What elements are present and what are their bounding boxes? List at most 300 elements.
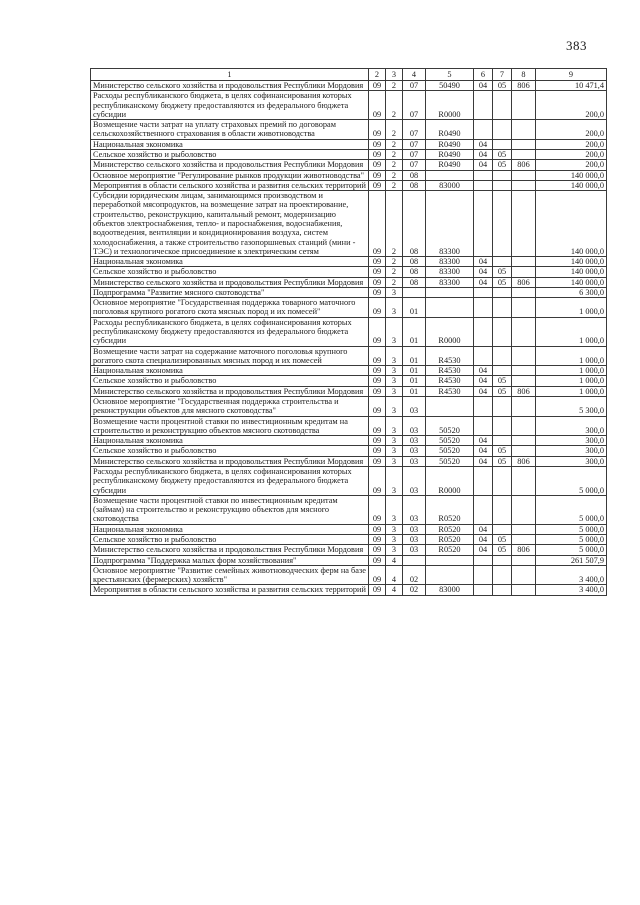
code-section bbox=[474, 565, 493, 585]
table-row bbox=[91, 180, 607, 190]
code-subprogram: 2 bbox=[386, 180, 403, 190]
code-direction: R0520 bbox=[426, 495, 474, 524]
row-name: Мероприятия в области сельского хозяйства и развития сельских территорий bbox=[91, 180, 369, 190]
code-activity: 03 bbox=[403, 495, 426, 524]
table-row bbox=[91, 495, 607, 524]
row-name: Возмещение части затрат на уплату страховых премий по договорам сельскохозяйственного страхования в области животноводства bbox=[91, 120, 369, 140]
row-amount: 1 000,0 bbox=[536, 298, 607, 318]
code-ministry bbox=[512, 534, 536, 544]
code-activity: 01 bbox=[403, 366, 426, 376]
code-subprogram: 2 bbox=[386, 170, 403, 180]
code-direction: R0000 bbox=[426, 317, 474, 346]
row-name: Расходы республиканского бюджета, в целях софинансирования которых республиканскому бюджету предоставляются из федерального бюджета субсидии bbox=[91, 317, 369, 346]
code-subsection bbox=[493, 180, 512, 190]
code-subsection bbox=[493, 555, 512, 565]
row-amount: 300,0 bbox=[536, 456, 607, 466]
code-subsection bbox=[493, 565, 512, 585]
table-row bbox=[91, 565, 607, 585]
code-program: 09 bbox=[369, 585, 386, 595]
column-header-1: 1 bbox=[91, 69, 369, 81]
table-row bbox=[91, 466, 607, 495]
row-amount: 200,0 bbox=[536, 160, 607, 170]
code-subsection bbox=[493, 191, 512, 257]
code-direction: R0520 bbox=[426, 545, 474, 555]
code-section: 04 bbox=[474, 446, 493, 456]
code-program: 09 bbox=[369, 149, 386, 159]
code-subsection: 05 bbox=[493, 534, 512, 544]
code-subprogram: 2 bbox=[386, 267, 403, 277]
table-row bbox=[91, 170, 607, 180]
row-name: Основное мероприятие "Регулирование рынков продукции животноводства" bbox=[91, 170, 369, 180]
code-ministry bbox=[512, 585, 536, 595]
code-direction: R4530 bbox=[426, 386, 474, 396]
row-amount: 5 000,0 bbox=[536, 524, 607, 534]
row-amount: 200,0 bbox=[536, 149, 607, 159]
code-ministry: 806 bbox=[512, 545, 536, 555]
code-section bbox=[474, 555, 493, 565]
row-amount: 140 000,0 bbox=[536, 191, 607, 257]
code-direction bbox=[426, 287, 474, 297]
table-row bbox=[91, 81, 607, 91]
code-direction: 50520 bbox=[426, 456, 474, 466]
code-section: 04 bbox=[474, 257, 493, 267]
table-row bbox=[91, 416, 607, 436]
code-subsection bbox=[493, 416, 512, 436]
code-activity: 03 bbox=[403, 524, 426, 534]
code-activity bbox=[403, 555, 426, 565]
code-ministry bbox=[512, 257, 536, 267]
code-ministry bbox=[512, 565, 536, 585]
row-name: Подпрограмма "Развитие мясного скотоводства" bbox=[91, 287, 369, 297]
budget-table bbox=[90, 68, 607, 596]
code-direction: R0490 bbox=[426, 149, 474, 159]
row-amount: 5 000,0 bbox=[536, 545, 607, 555]
table-row bbox=[91, 287, 607, 297]
code-subprogram: 3 bbox=[386, 524, 403, 534]
code-direction: 83300 bbox=[426, 257, 474, 267]
code-ministry bbox=[512, 298, 536, 318]
code-section bbox=[474, 170, 493, 180]
row-name: Национальная экономика bbox=[91, 436, 369, 446]
code-section: 04 bbox=[474, 366, 493, 376]
code-direction: 83300 bbox=[426, 191, 474, 257]
code-ministry bbox=[512, 524, 536, 534]
code-direction: 50490 bbox=[426, 81, 474, 91]
table-row bbox=[91, 386, 607, 396]
code-subsection bbox=[493, 91, 512, 120]
code-activity: 08 bbox=[403, 170, 426, 180]
row-amount: 300,0 bbox=[536, 436, 607, 446]
code-program: 09 bbox=[369, 139, 386, 149]
table-row bbox=[91, 366, 607, 376]
code-activity: 03 bbox=[403, 534, 426, 544]
code-program: 09 bbox=[369, 160, 386, 170]
code-subprogram: 3 bbox=[386, 545, 403, 555]
row-name: Сельское хозяйство и рыболовство bbox=[91, 267, 369, 277]
row-amount: 5 000,0 bbox=[536, 495, 607, 524]
row-name: Сельское хозяйство и рыболовство bbox=[91, 376, 369, 386]
code-ministry bbox=[512, 120, 536, 140]
code-subprogram: 2 bbox=[386, 191, 403, 257]
code-activity: 03 bbox=[403, 397, 426, 417]
row-name: Сельское хозяйство и рыболовство bbox=[91, 149, 369, 159]
code-ministry bbox=[512, 397, 536, 417]
code-ministry bbox=[512, 191, 536, 257]
code-direction: 83300 bbox=[426, 267, 474, 277]
code-subsection: 05 bbox=[493, 446, 512, 456]
code-subprogram: 4 bbox=[386, 565, 403, 585]
row-amount: 1 000,0 bbox=[536, 366, 607, 376]
code-section: 04 bbox=[474, 436, 493, 446]
code-activity: 03 bbox=[403, 456, 426, 466]
row-amount: 300,0 bbox=[536, 446, 607, 456]
code-subsection: 05 bbox=[493, 277, 512, 287]
code-program: 09 bbox=[369, 267, 386, 277]
row-amount: 3 400,0 bbox=[536, 565, 607, 585]
code-program: 09 bbox=[369, 534, 386, 544]
code-section bbox=[474, 191, 493, 257]
row-amount: 1 000,0 bbox=[536, 317, 607, 346]
code-activity: 08 bbox=[403, 277, 426, 287]
row-amount: 140 000,0 bbox=[536, 180, 607, 190]
code-ministry bbox=[512, 287, 536, 297]
code-direction: R0000 bbox=[426, 466, 474, 495]
code-activity: 08 bbox=[403, 180, 426, 190]
column-header-9: 9 bbox=[536, 69, 607, 81]
table-header-row bbox=[91, 69, 607, 81]
column-header-2: 2 bbox=[369, 69, 386, 81]
code-direction: R0520 bbox=[426, 534, 474, 544]
code-subprogram: 3 bbox=[386, 366, 403, 376]
code-direction: R0490 bbox=[426, 120, 474, 140]
code-section bbox=[474, 317, 493, 346]
code-ministry bbox=[512, 376, 536, 386]
code-program: 09 bbox=[369, 436, 386, 446]
row-name: Сельское хозяйство и рыболовство bbox=[91, 446, 369, 456]
table-row bbox=[91, 524, 607, 534]
code-section: 04 bbox=[474, 160, 493, 170]
code-program: 09 bbox=[369, 81, 386, 91]
row-name: Министерство сельского хозяйства и продовольствия Республики Мордовия bbox=[91, 456, 369, 466]
row-name: Министерство сельского хозяйства и продовольствия Республики Мордовия bbox=[91, 81, 369, 91]
code-subprogram: 3 bbox=[386, 397, 403, 417]
code-direction: 50520 bbox=[426, 416, 474, 436]
code-direction: 50520 bbox=[426, 436, 474, 446]
code-subprogram: 4 bbox=[386, 555, 403, 565]
table-row bbox=[91, 257, 607, 267]
code-section: 04 bbox=[474, 386, 493, 396]
code-ministry bbox=[512, 139, 536, 149]
code-activity: 08 bbox=[403, 257, 426, 267]
code-subsection bbox=[493, 524, 512, 534]
row-name: Министерство сельского хозяйства и продовольствия Республики Мордовия bbox=[91, 545, 369, 555]
code-program: 09 bbox=[369, 524, 386, 534]
code-subsection: 05 bbox=[493, 81, 512, 91]
code-program: 09 bbox=[369, 191, 386, 257]
code-ministry bbox=[512, 446, 536, 456]
code-section bbox=[474, 120, 493, 140]
table-row bbox=[91, 534, 607, 544]
column-header-6: 6 bbox=[474, 69, 493, 81]
code-direction bbox=[426, 170, 474, 180]
code-section: 04 bbox=[474, 139, 493, 149]
code-subprogram: 2 bbox=[386, 81, 403, 91]
code-activity: 08 bbox=[403, 191, 426, 257]
code-direction: 83300 bbox=[426, 277, 474, 287]
row-name: Национальная экономика bbox=[91, 366, 369, 376]
table-row bbox=[91, 317, 607, 346]
code-activity: 03 bbox=[403, 436, 426, 446]
row-amount: 140 000,0 bbox=[536, 277, 607, 287]
code-subprogram: 2 bbox=[386, 160, 403, 170]
code-subprogram: 3 bbox=[386, 436, 403, 446]
code-program: 09 bbox=[369, 366, 386, 376]
row-name: Сельское хозяйство и рыболовство bbox=[91, 534, 369, 544]
code-ministry bbox=[512, 366, 536, 376]
code-direction: R4530 bbox=[426, 346, 474, 366]
code-section bbox=[474, 346, 493, 366]
code-ministry bbox=[512, 555, 536, 565]
table-row bbox=[91, 139, 607, 149]
row-amount: 1 000,0 bbox=[536, 386, 607, 396]
code-activity: 03 bbox=[403, 446, 426, 456]
code-activity: 01 bbox=[403, 346, 426, 366]
code-section bbox=[474, 298, 493, 318]
code-subprogram: 3 bbox=[386, 346, 403, 366]
code-activity: 02 bbox=[403, 585, 426, 595]
code-section bbox=[474, 91, 493, 120]
row-amount: 140 000,0 bbox=[536, 267, 607, 277]
code-section bbox=[474, 585, 493, 595]
code-ministry: 806 bbox=[512, 277, 536, 287]
code-subsection bbox=[493, 585, 512, 595]
table-row bbox=[91, 436, 607, 446]
row-name: Расходы республиканского бюджета, в целях софинансирования которых республиканскому бюджету предоставляются из федерального бюджета субсидии bbox=[91, 91, 369, 120]
row-amount: 5 000,0 bbox=[536, 466, 607, 495]
row-amount: 300,0 bbox=[536, 416, 607, 436]
code-program: 09 bbox=[369, 170, 386, 180]
code-section: 04 bbox=[474, 534, 493, 544]
row-name: Возмещение части процентной ставки по инвестиционным кредитам (займам) на строительство и реконструкцию объектов для мясного скотоводства bbox=[91, 495, 369, 524]
code-section bbox=[474, 287, 493, 297]
code-section bbox=[474, 180, 493, 190]
row-amount: 10 471,4 bbox=[536, 81, 607, 91]
code-section bbox=[474, 416, 493, 436]
column-header-3: 3 bbox=[386, 69, 403, 81]
code-section: 04 bbox=[474, 81, 493, 91]
code-subprogram: 2 bbox=[386, 257, 403, 267]
table-row bbox=[91, 298, 607, 318]
code-subsection bbox=[493, 298, 512, 318]
code-ministry bbox=[512, 495, 536, 524]
row-amount: 200,0 bbox=[536, 120, 607, 140]
row-name: Основное мероприятие "Государственная поддержка строительства и реконструкции объектов для мясного скотоводства" bbox=[91, 397, 369, 417]
code-activity: 01 bbox=[403, 298, 426, 318]
code-activity bbox=[403, 287, 426, 297]
code-subprogram: 2 bbox=[386, 91, 403, 120]
code-program: 09 bbox=[369, 257, 386, 267]
row-name: Субсидии юридическим лицам, занимающимся производством и переработкой мясопродуктов, на возмещение затрат на проектирование, строительство, реконструкцию, капитальный ремонт, модернизацию объектов электроснабжения, тепло- и пароснабжения, водоснабжения, водоотведения, вентиляции и кондиционирования воздуха, систем холодоснабжения, а также строительство газопоршневых станций (мини - ТЭС) и технологическое присоединение к электрическим сетям bbox=[91, 191, 369, 257]
row-amount: 140 000,0 bbox=[536, 170, 607, 180]
code-program: 09 bbox=[369, 397, 386, 417]
code-direction: R0490 bbox=[426, 139, 474, 149]
code-subsection bbox=[493, 366, 512, 376]
column-header-4: 4 bbox=[403, 69, 426, 81]
code-activity: 07 bbox=[403, 160, 426, 170]
code-section: 04 bbox=[474, 456, 493, 466]
code-direction: R4530 bbox=[426, 366, 474, 376]
table-row bbox=[91, 149, 607, 159]
code-direction: 50520 bbox=[426, 446, 474, 456]
code-activity: 07 bbox=[403, 139, 426, 149]
code-program: 09 bbox=[369, 545, 386, 555]
row-name: Возмещение части процентной ставки по инвестиционным кредитам на строительство и реконструкцию объектов мясного скотоводства bbox=[91, 416, 369, 436]
code-activity: 01 bbox=[403, 386, 426, 396]
code-subprogram: 2 bbox=[386, 120, 403, 140]
code-program: 09 bbox=[369, 466, 386, 495]
code-activity: 02 bbox=[403, 565, 426, 585]
code-ministry bbox=[512, 346, 536, 366]
code-program: 09 bbox=[369, 287, 386, 297]
row-name: Мероприятия в области сельского хозяйства и развития сельских территорий bbox=[91, 585, 369, 595]
table-row bbox=[91, 91, 607, 120]
code-subsection: 05 bbox=[493, 456, 512, 466]
code-subsection bbox=[493, 346, 512, 366]
code-subprogram: 3 bbox=[386, 446, 403, 456]
row-name: Национальная экономика bbox=[91, 524, 369, 534]
code-direction bbox=[426, 555, 474, 565]
code-direction: 83000 bbox=[426, 585, 474, 595]
row-name: Расходы республиканского бюджета, в целях софинансирования которых республиканскому бюджету предоставляются из федерального бюджета субсидии bbox=[91, 466, 369, 495]
code-subprogram: 2 bbox=[386, 277, 403, 287]
code-subsection bbox=[493, 257, 512, 267]
code-program: 09 bbox=[369, 346, 386, 366]
row-name: Возмещение части затрат на содержание маточного поголовья крупного рогатого скота специализированных мясных пород и их помесей bbox=[91, 346, 369, 366]
table-row bbox=[91, 397, 607, 417]
code-subprogram: 3 bbox=[386, 287, 403, 297]
table-body bbox=[91, 81, 607, 596]
code-subsection bbox=[493, 397, 512, 417]
row-name: Подпрограмма "Поддержка малых форм хозяйствования" bbox=[91, 555, 369, 565]
code-subprogram: 3 bbox=[386, 376, 403, 386]
code-direction: 83000 bbox=[426, 180, 474, 190]
code-direction: R4530 bbox=[426, 376, 474, 386]
code-section bbox=[474, 397, 493, 417]
code-ministry bbox=[512, 317, 536, 346]
code-direction: R0000 bbox=[426, 91, 474, 120]
code-activity: 07 bbox=[403, 81, 426, 91]
code-subprogram: 3 bbox=[386, 534, 403, 544]
code-subsection bbox=[493, 466, 512, 495]
code-section: 04 bbox=[474, 277, 493, 287]
row-name: Министерство сельского хозяйства и продовольствия Республики Мордовия bbox=[91, 277, 369, 287]
code-section: 04 bbox=[474, 267, 493, 277]
code-direction: R0490 bbox=[426, 160, 474, 170]
code-subsection: 05 bbox=[493, 386, 512, 396]
code-program: 09 bbox=[369, 277, 386, 287]
code-subsection: 05 bbox=[493, 149, 512, 159]
column-header-7: 7 bbox=[493, 69, 512, 81]
code-ministry bbox=[512, 416, 536, 436]
code-subprogram: 3 bbox=[386, 466, 403, 495]
code-program: 09 bbox=[369, 495, 386, 524]
code-subsection bbox=[493, 139, 512, 149]
row-amount: 200,0 bbox=[536, 91, 607, 120]
row-amount: 5 300,0 bbox=[536, 397, 607, 417]
code-activity: 08 bbox=[403, 267, 426, 277]
code-ministry: 806 bbox=[512, 456, 536, 466]
code-program: 09 bbox=[369, 416, 386, 436]
code-section bbox=[474, 466, 493, 495]
code-program: 09 bbox=[369, 120, 386, 140]
code-section bbox=[474, 495, 493, 524]
code-program: 09 bbox=[369, 376, 386, 386]
row-amount: 140 000,0 bbox=[536, 257, 607, 267]
code-subsection: 05 bbox=[493, 160, 512, 170]
code-program: 09 bbox=[369, 446, 386, 456]
page-number: 383 bbox=[566, 38, 587, 53]
code-subprogram: 3 bbox=[386, 386, 403, 396]
table-row bbox=[91, 555, 607, 565]
row-name: Министерство сельского хозяйства и продовольствия Республики Мордовия bbox=[91, 386, 369, 396]
code-subsection bbox=[493, 495, 512, 524]
row-name: Министерство сельского хозяйства и продовольствия Республики Мордовия bbox=[91, 160, 369, 170]
row-amount: 3 400,0 bbox=[536, 585, 607, 595]
code-direction bbox=[426, 298, 474, 318]
code-activity: 03 bbox=[403, 545, 426, 555]
code-subprogram: 3 bbox=[386, 317, 403, 346]
code-activity: 03 bbox=[403, 416, 426, 436]
code-program: 09 bbox=[369, 456, 386, 466]
code-subsection: 05 bbox=[493, 376, 512, 386]
code-subsection bbox=[493, 287, 512, 297]
code-ministry bbox=[512, 149, 536, 159]
code-subprogram: 4 bbox=[386, 585, 403, 595]
code-activity: 07 bbox=[403, 149, 426, 159]
table-row bbox=[91, 267, 607, 277]
row-amount: 200,0 bbox=[536, 139, 607, 149]
code-subprogram: 3 bbox=[386, 298, 403, 318]
table-row bbox=[91, 446, 607, 456]
code-ministry bbox=[512, 267, 536, 277]
code-program: 09 bbox=[369, 555, 386, 565]
code-ministry: 806 bbox=[512, 386, 536, 396]
table-row bbox=[91, 456, 607, 466]
code-program: 09 bbox=[369, 180, 386, 190]
code-ministry bbox=[512, 170, 536, 180]
row-name: Основное мероприятие "Развитие семейных животноводческих ферм на базе крестьянских (фермерских) хозяйств" bbox=[91, 565, 369, 585]
code-subsection bbox=[493, 436, 512, 446]
code-subsection bbox=[493, 317, 512, 346]
code-section: 04 bbox=[474, 524, 493, 534]
code-ministry bbox=[512, 466, 536, 495]
code-direction bbox=[426, 565, 474, 585]
code-program: 09 bbox=[369, 298, 386, 318]
code-subsection bbox=[493, 170, 512, 180]
row-name: Основное мероприятие "Государственная поддержка товарного маточного поголовья крупного рогатого скота мясных пород и их помесей" bbox=[91, 298, 369, 318]
row-name: Национальная экономика bbox=[91, 257, 369, 267]
row-amount: 261 507,9 bbox=[536, 555, 607, 565]
table-row bbox=[91, 160, 607, 170]
table-row bbox=[91, 120, 607, 140]
table-row bbox=[91, 585, 607, 595]
row-amount: 1 000,0 bbox=[536, 376, 607, 386]
column-header-5: 5 bbox=[426, 69, 474, 81]
code-section: 04 bbox=[474, 149, 493, 159]
column-header-8: 8 bbox=[512, 69, 536, 81]
code-activity: 01 bbox=[403, 376, 426, 386]
code-direction: R0520 bbox=[426, 524, 474, 534]
